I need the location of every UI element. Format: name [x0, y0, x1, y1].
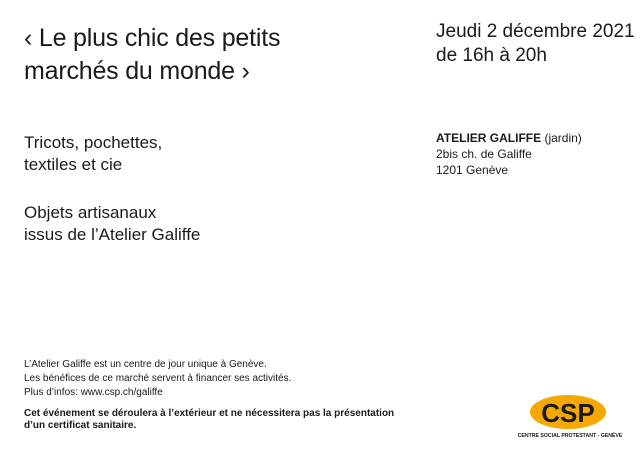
health-notice-line-2: d’un certificat sanitaire.: [24, 420, 137, 431]
venue-note: (jardin): [544, 131, 582, 145]
product-list-item: [24, 202, 200, 246]
event-title: [24, 22, 280, 88]
venue-name: ATELIER GALIFFE: [436, 131, 542, 145]
product-list-item-line-1: Tricots, pochettes,: [24, 133, 163, 152]
event-date-time: de 16h à 20h: [436, 45, 547, 66]
csp-logo-tagline: CENTRE SOCIAL PROTESTANT - GENÈVE: [517, 433, 623, 439]
event-date: [436, 20, 635, 68]
health-notice-line-1: Cet événement se déroulera à l’extérieur et ne nécessitera pas la présentation: [24, 408, 395, 419]
info-line-2: Les bénéfices de ce marché servent à financer ses activités.: [24, 373, 292, 384]
health-notice: [24, 408, 394, 432]
event-title-line-2: marchés du monde ›: [24, 57, 250, 85]
csp-logo: [512, 392, 628, 440]
product-list-item-line-2: issus de l’Atelier Galiffe: [24, 225, 201, 244]
info-text: [24, 358, 291, 400]
info-line-3: Plus d’infos: www.csp.ch/galiffe: [24, 387, 163, 398]
venue-city: 1201 Genève: [436, 163, 509, 177]
product-list-item: [24, 132, 162, 176]
product-list-item-line-1: Objets artisanaux: [24, 203, 157, 222]
event-title-line-1: ‹ Le plus chic des petits: [24, 24, 281, 52]
csp-logo-acronym: CSP: [541, 398, 595, 428]
venue-name-line: [436, 130, 582, 146]
venue-address: [436, 130, 582, 178]
info-line-1: L’Atelier Galiffe est un centre de jour unique à Genève.: [24, 359, 267, 370]
product-list-item-line-2: textiles et cie: [24, 155, 123, 174]
event-date-day: Jeudi 2 décembre 2021: [436, 21, 635, 42]
venue-street: 2bis ch. de Galiffe: [436, 147, 532, 161]
